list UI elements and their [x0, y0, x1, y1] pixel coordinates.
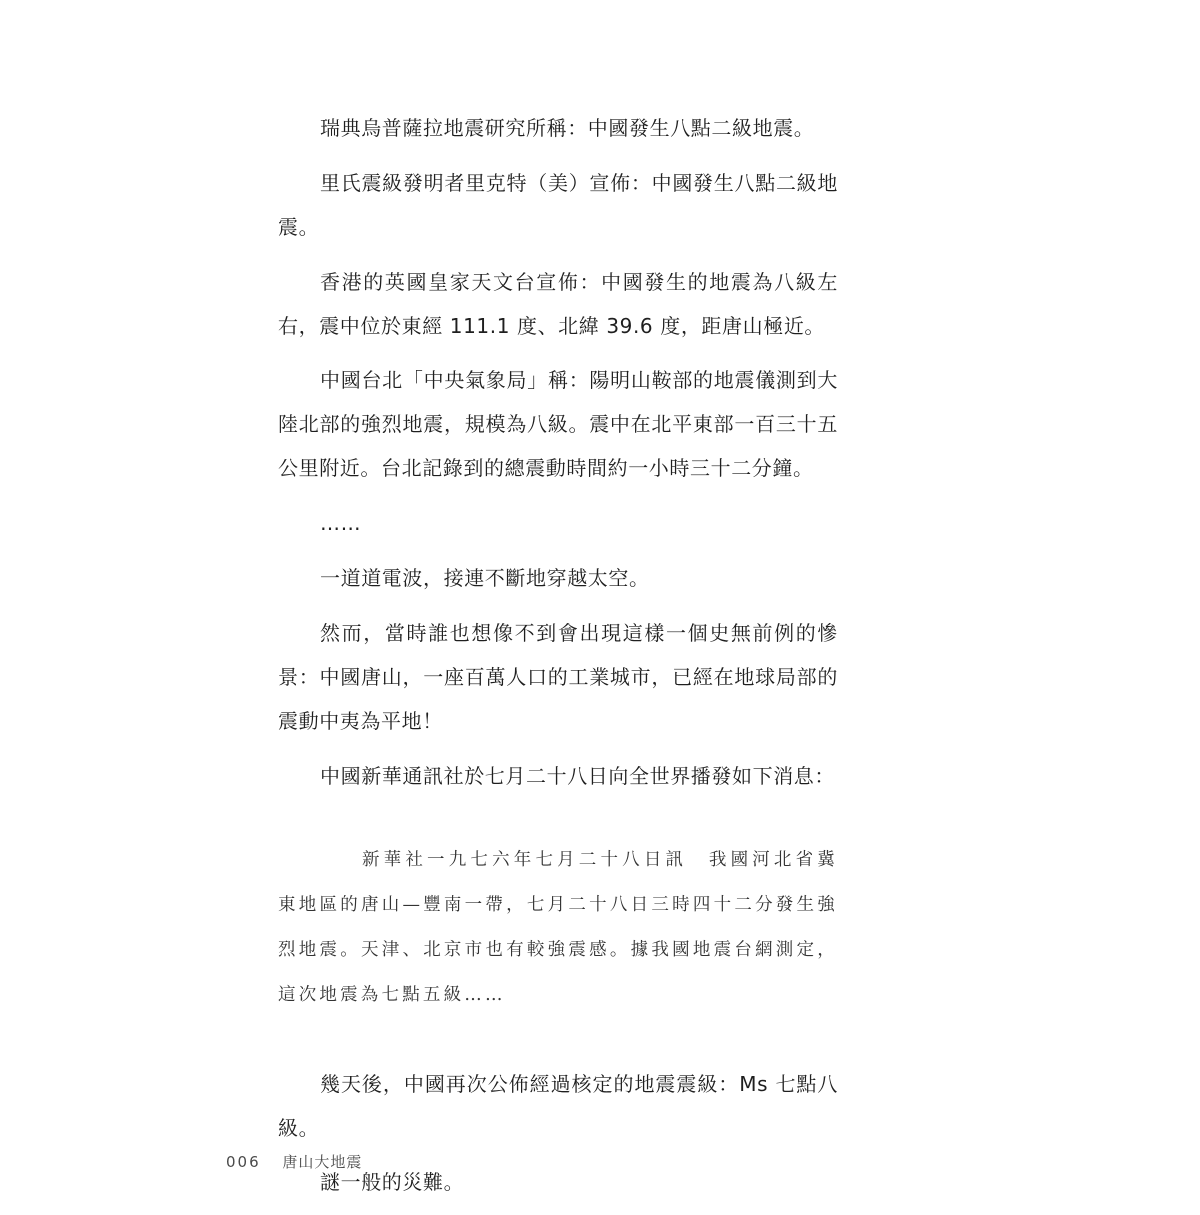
page-footer [226, 1151, 362, 1172]
paragraph-radio-waves: 一道道電波，接連不斷地穿越太空。 [320, 565, 650, 590]
paragraph-richter: 里氏震級發明者里克特（美）宣佈：中國發生八點二級地震。 [278, 170, 838, 239]
xinhua-quote: 新華社一九七六年七月二十八日訊 我國河北省冀東地區的唐山—豐南一帶，七月二十八日三時四十二分發生強烈地震。天津、北京市也有較強震感。據我國地震台網測定，這次地震為七點五級…… [278, 849, 838, 1005]
paragraph-tragedy: 然而，當時誰也想像不到會出現這樣一個史無前例的慘景：中國唐山，一座百萬人口的工業城市，已經在地球局部的震動中夷為平地！ [278, 620, 838, 733]
paragraph-hong-kong-observatory: 香港的英國皇家天文台宣佈：中國發生的地震為八級左右，震中位於東經 111.1 度、北緯 39.6 度，距唐山極近。 [278, 269, 838, 338]
book-title: 唐山大地震 [282, 1153, 363, 1171]
paragraph-mysterious-disaster: 謎一般的災難。 [320, 1170, 465, 1195]
body-text [278, 106, 838, 1215]
paragraph-taipei-weather-bureau: 中國台北「中央氣象局」稱：陽明山鞍部的地震儀測到大陸北部的強烈地震，規模為八級。震中在北平東部一百三十五公里附近。台北記錄到的總震動時間約一小時三十二分鐘。 [278, 368, 838, 481]
paragraph-uppsala: 瑞典烏普薩拉地震研究所稱：中國發生八點二級地震。 [320, 116, 815, 140]
paragraph-magnitude-revision: 幾天後，中國再次公佈經過核定的地震震級：Ms 七點八級。 [278, 1071, 838, 1140]
page-number: 006 [226, 1153, 261, 1171]
paragraph-ellipsis: …… [320, 511, 362, 536]
paragraph-xinhua-intro: 中國新華通訊社於七月二十八日向全世界播發如下消息： [320, 763, 835, 788]
